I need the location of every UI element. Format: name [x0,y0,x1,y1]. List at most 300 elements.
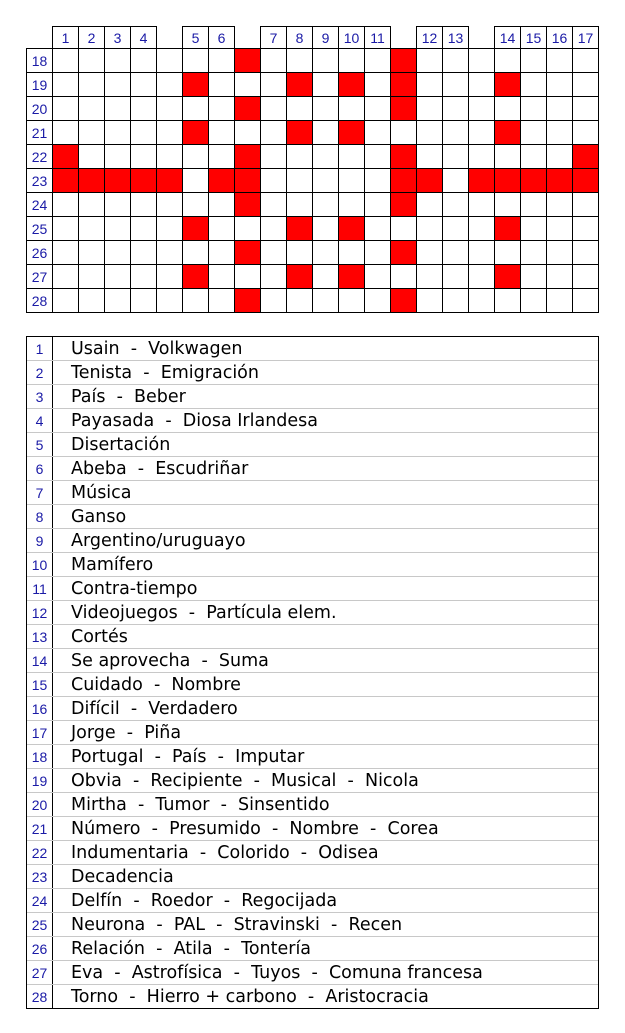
grid-cell[interactable] [520,216,547,241]
black-cell [390,240,417,265]
grid-cell[interactable] [312,288,339,313]
column-number: 9 [312,26,339,49]
column-number: 2 [78,26,105,49]
clue-number: 15 [27,673,53,696]
grid-cell[interactable] [312,48,339,73]
grid-cell[interactable] [208,144,235,169]
clue-row [27,697,598,721]
grid-cell[interactable] [234,216,261,241]
clue-text: Payasada - Diosa Irlandesa [71,410,319,431]
grid-cell[interactable] [286,96,313,121]
grid-cell[interactable] [364,216,391,241]
black-cell [390,168,417,193]
grid-cell[interactable] [520,120,547,145]
grid-cell[interactable] [416,216,443,241]
grid-cell[interactable] [338,96,365,121]
black-cell [338,264,365,289]
grid-cell[interactable] [312,72,339,97]
clue-row [27,457,598,481]
grid-cell[interactable] [416,192,443,217]
grid-cell[interactable] [260,72,287,97]
grid-cell[interactable] [520,72,547,97]
clue-text: Delfín - Roedor - Regocijada [71,890,338,911]
clue-text: Mamífero [71,554,154,575]
grid-cell[interactable] [494,96,521,121]
grid-cell[interactable] [104,72,131,97]
grid-cell[interactable] [546,96,573,121]
clue-row [27,961,598,985]
clue-text: Contra-tiempo [71,578,198,599]
clue-row [27,409,598,433]
grid-cell[interactable] [208,96,235,121]
black-cell [286,72,313,97]
column-number: 13 [442,26,469,49]
grid-cell[interactable] [130,96,157,121]
grid-cell[interactable] [520,144,547,169]
grid-cell[interactable] [468,72,495,97]
grid-cell[interactable] [156,120,183,145]
black-cell [390,288,417,313]
grid-cell[interactable] [182,48,209,73]
clue-number: 13 [27,625,53,648]
grid-cell[interactable] [494,288,521,313]
black-cell [494,216,521,241]
grid-cell[interactable] [546,216,573,241]
grid-cell[interactable] [156,216,183,241]
black-cell [52,144,79,169]
grid-cell[interactable] [78,192,105,217]
crossword-grid [0,0,625,320]
grid-cell[interactable] [312,240,339,265]
grid-cell[interactable] [416,96,443,121]
grid-cell[interactable] [78,72,105,97]
grid-cell[interactable] [442,264,469,289]
grid-cell[interactable] [182,96,209,121]
grid-cell[interactable] [416,288,443,313]
grid-cell[interactable] [442,216,469,241]
grid-cell[interactable] [312,120,339,145]
black-cell [234,144,261,169]
column-number: 1 [52,26,79,49]
grid-cell[interactable] [286,240,313,265]
black-cell [494,72,521,97]
grid-cell[interactable] [208,288,235,313]
grid-cell[interactable] [572,96,599,121]
clue-row [27,433,598,457]
black-cell [130,168,157,193]
grid-cell[interactable] [260,240,287,265]
clue-row [27,529,598,553]
clue-list [26,336,599,1009]
clue-number: 23 [27,865,53,888]
black-cell [234,240,261,265]
grid-cell[interactable] [572,288,599,313]
clue-row [27,553,598,577]
grid-cell[interactable] [546,120,573,145]
grid-cell[interactable] [260,96,287,121]
clue-text: Cortés [71,626,128,647]
grid-cell[interactable] [260,192,287,217]
grid-cell[interactable] [572,216,599,241]
grid-cell[interactable] [416,72,443,97]
grid-cell[interactable] [208,216,235,241]
black-cell [182,72,209,97]
grid-cell[interactable] [442,48,469,73]
grid-cell[interactable] [494,192,521,217]
clue-number: 25 [27,913,53,936]
grid-cell[interactable] [78,288,105,313]
grid-cell[interactable] [338,240,365,265]
grid-cell[interactable] [130,288,157,313]
black-cell [182,264,209,289]
grid-cell[interactable] [208,48,235,73]
clue-text: Usain - Volkwagen [71,338,243,359]
black-cell [234,48,261,73]
grid-cell[interactable] [286,168,313,193]
grid-cell[interactable] [156,48,183,73]
grid-cell[interactable] [520,96,547,121]
grid-cell[interactable] [78,120,105,145]
grid-cell[interactable] [130,48,157,73]
black-cell [468,168,495,193]
black-cell [338,216,365,241]
grid-cell[interactable] [286,192,313,217]
clue-row [27,889,598,913]
clue-row [27,505,598,529]
grid-cell[interactable] [364,240,391,265]
clue-text: Eva - Astrofísica - Tuyos - Comuna francesa [71,962,483,983]
clue-row [27,361,598,385]
grid-cell[interactable] [208,72,235,97]
grid-cell[interactable] [468,240,495,265]
grid-cell[interactable] [520,48,547,73]
grid-cell[interactable] [104,144,131,169]
grid-cell[interactable] [572,192,599,217]
clue-row [27,673,598,697]
grid-cell[interactable] [468,288,495,313]
clue-row [27,577,598,601]
grid-cell[interactable] [156,240,183,265]
grid-cell[interactable] [416,264,443,289]
column-number: 3 [104,26,131,49]
row-number: 27 [26,264,53,289]
clue-text: Torno - Hierro + carbono - Aristocracia [71,986,429,1007]
grid-cell[interactable] [156,144,183,169]
grid-cell[interactable] [546,144,573,169]
grid-cell[interactable] [468,48,495,73]
grid-cell[interactable] [572,48,599,73]
clue-text: Neurona - PAL - Stravinski - Recen [71,914,403,935]
grid-cell[interactable] [156,96,183,121]
grid-cell[interactable] [260,120,287,145]
grid-cell[interactable] [182,144,209,169]
grid-cell[interactable] [234,72,261,97]
grid-cell[interactable] [572,240,599,265]
grid-cell[interactable] [364,192,391,217]
clue-row [27,817,598,841]
black-cell [208,168,235,193]
grid-cell[interactable] [234,264,261,289]
grid-cell[interactable] [104,240,131,265]
grid-cell[interactable] [182,168,209,193]
black-cell [390,192,417,217]
grid-cell[interactable] [468,144,495,169]
black-cell [286,264,313,289]
clue-row [27,721,598,745]
grid-cell[interactable] [546,72,573,97]
grid-cell[interactable] [520,240,547,265]
grid-cell[interactable] [182,192,209,217]
grid-cell[interactable] [130,144,157,169]
grid-cell[interactable] [104,48,131,73]
grid-cell[interactable] [364,168,391,193]
row-number: 18 [26,48,53,73]
black-cell [234,168,261,193]
grid-cell[interactable] [52,72,79,97]
grid-cell[interactable] [52,96,79,121]
clue-number: 2 [27,361,53,384]
grid-cell[interactable] [546,264,573,289]
grid-cell[interactable] [364,48,391,73]
grid-cell[interactable] [78,96,105,121]
grid-cell[interactable] [468,216,495,241]
grid-cell[interactable] [52,240,79,265]
grid-cell[interactable] [338,144,365,169]
grid-cell[interactable] [52,264,79,289]
row-number: 21 [26,120,53,145]
grid-cell[interactable] [208,240,235,265]
grid-cell[interactable] [442,144,469,169]
grid-cell[interactable] [130,192,157,217]
grid-cell[interactable] [260,288,287,313]
grid-cell[interactable] [546,288,573,313]
clue-number: 27 [27,961,53,984]
grid-cell[interactable] [260,264,287,289]
clue-number: 26 [27,937,53,960]
grid-cell[interactable] [104,288,131,313]
clue-text: Se aprovecha - Suma [71,650,269,671]
grid-cell[interactable] [104,216,131,241]
grid-cell[interactable] [442,192,469,217]
grid-cell[interactable] [442,288,469,313]
row-number: 23 [26,168,53,193]
grid-cell[interactable] [338,48,365,73]
black-cell [390,72,417,97]
grid-cell[interactable] [494,48,521,73]
grid-cell[interactable] [78,216,105,241]
grid-cell[interactable] [572,72,599,97]
black-cell [234,192,261,217]
grid-cell[interactable] [130,216,157,241]
grid-cell[interactable] [130,72,157,97]
grid-cell[interactable] [286,288,313,313]
clue-text: Tenista - Emigración [71,362,259,383]
grid-cell[interactable] [390,120,417,145]
clue-text: Jorge - Piña [71,722,182,743]
grid-cell[interactable] [104,192,131,217]
clue-number: 7 [27,481,53,504]
grid-cell[interactable] [416,144,443,169]
grid-cell[interactable] [442,240,469,265]
black-cell [286,216,313,241]
grid-cell[interactable] [364,72,391,97]
grid-cell[interactable] [260,168,287,193]
grid-cell[interactable] [78,240,105,265]
grid-cell[interactable] [416,240,443,265]
grid-cell[interactable] [104,120,131,145]
black-cell [572,168,599,193]
black-cell [390,48,417,73]
clue-row [27,985,598,1008]
grid-cell[interactable] [312,144,339,169]
grid-cell[interactable] [390,216,417,241]
grid-cell[interactable] [468,96,495,121]
grid-cell[interactable] [416,48,443,73]
clue-text: Decadencia [71,866,174,887]
row-number: 19 [26,72,53,97]
grid-cell[interactable] [312,168,339,193]
black-cell [572,144,599,169]
grid-cell[interactable] [52,192,79,217]
grid-cell[interactable] [572,264,599,289]
clue-number: 10 [27,553,53,576]
clue-text: Relación - Atila - Tontería [71,938,312,959]
grid-cell[interactable] [208,120,235,145]
black-cell [494,120,521,145]
grid-cell[interactable] [338,288,365,313]
grid-cell[interactable] [78,144,105,169]
grid-cell[interactable] [364,120,391,145]
black-cell [338,72,365,97]
grid-cell[interactable] [312,96,339,121]
clue-number: 9 [27,529,53,552]
grid-cell[interactable] [364,264,391,289]
grid-cell[interactable] [520,264,547,289]
grid-cell[interactable] [390,264,417,289]
grid-cell[interactable] [520,288,547,313]
grid-cell[interactable] [104,264,131,289]
black-cell [286,120,313,145]
clue-row [27,649,598,673]
clue-number: 14 [27,649,53,672]
black-cell [546,168,573,193]
clue-text: Videojuegos - Partícula elem. [71,602,337,623]
grid-cell[interactable] [520,192,547,217]
column-number: 12 [416,26,443,49]
grid-cell[interactable] [468,192,495,217]
black-cell [78,168,105,193]
clue-text: Argentino/uruguayo [71,530,246,551]
grid-cell[interactable] [260,48,287,73]
grid-cell[interactable] [494,144,521,169]
grid-cell[interactable] [52,48,79,73]
grid-cell[interactable] [364,96,391,121]
grid-cell[interactable] [442,96,469,121]
grid-cell[interactable] [546,192,573,217]
grid-cell[interactable] [442,72,469,97]
grid-cell[interactable] [546,48,573,73]
grid-cell[interactable] [260,216,287,241]
grid-cell[interactable] [78,264,105,289]
grid-cell[interactable] [312,192,339,217]
column-number: 11 [364,26,391,49]
grid-cell[interactable] [52,120,79,145]
black-cell [182,216,209,241]
grid-cell[interactable] [312,264,339,289]
clue-row [27,625,598,649]
grid-cell[interactable] [130,120,157,145]
column-number: 10 [338,26,365,49]
grid-cell[interactable] [286,48,313,73]
grid-cell[interactable] [442,120,469,145]
clue-number: 20 [27,793,53,816]
clue-number: 4 [27,409,53,432]
grid-cell[interactable] [338,168,365,193]
row-number: 28 [26,288,53,313]
column-number: 6 [208,26,235,49]
black-cell [416,168,443,193]
grid-cell[interactable] [52,216,79,241]
grid-cell[interactable] [312,216,339,241]
black-cell [338,120,365,145]
grid-cell[interactable] [546,240,573,265]
grid-cell[interactable] [78,48,105,73]
clue-text: Portugal - País - Imputar [71,746,305,767]
grid-cell[interactable] [208,264,235,289]
grid-cell[interactable] [208,192,235,217]
clue-number: 5 [27,433,53,456]
grid-cell[interactable] [286,144,313,169]
grid-cell[interactable] [104,96,131,121]
grid-cell[interactable] [156,72,183,97]
clue-number: 28 [27,985,53,1008]
grid-cell[interactable] [364,144,391,169]
black-cell [182,120,209,145]
grid-cell[interactable] [130,240,157,265]
clue-number: 16 [27,697,53,720]
grid-cell[interactable] [442,168,469,193]
grid-cell[interactable] [364,288,391,313]
grid-cell[interactable] [182,288,209,313]
clue-number: 6 [27,457,53,480]
grid-cell[interactable] [260,144,287,169]
grid-cell[interactable] [416,120,443,145]
grid-cell[interactable] [156,192,183,217]
column-number: 15 [520,26,547,49]
grid-cell[interactable] [494,240,521,265]
clue-row [27,913,598,937]
black-cell [234,96,261,121]
grid-cell[interactable] [234,120,261,145]
grid-cell[interactable] [468,264,495,289]
clue-text: Música [71,482,132,503]
grid-cell[interactable] [156,288,183,313]
grid-cell[interactable] [130,264,157,289]
clue-number: 24 [27,889,53,912]
grid-cell[interactable] [52,288,79,313]
grid-cell[interactable] [182,240,209,265]
clue-text: Indumentaria - Colorido - Odisea [71,842,379,863]
black-cell [234,288,261,313]
grid-cell[interactable] [338,192,365,217]
black-cell [520,168,547,193]
grid-cell[interactable] [572,120,599,145]
column-number: 14 [494,26,521,49]
grid-cell[interactable] [156,264,183,289]
grid-cell[interactable] [468,120,495,145]
column-number: 7 [260,26,287,49]
clue-number: 21 [27,817,53,840]
